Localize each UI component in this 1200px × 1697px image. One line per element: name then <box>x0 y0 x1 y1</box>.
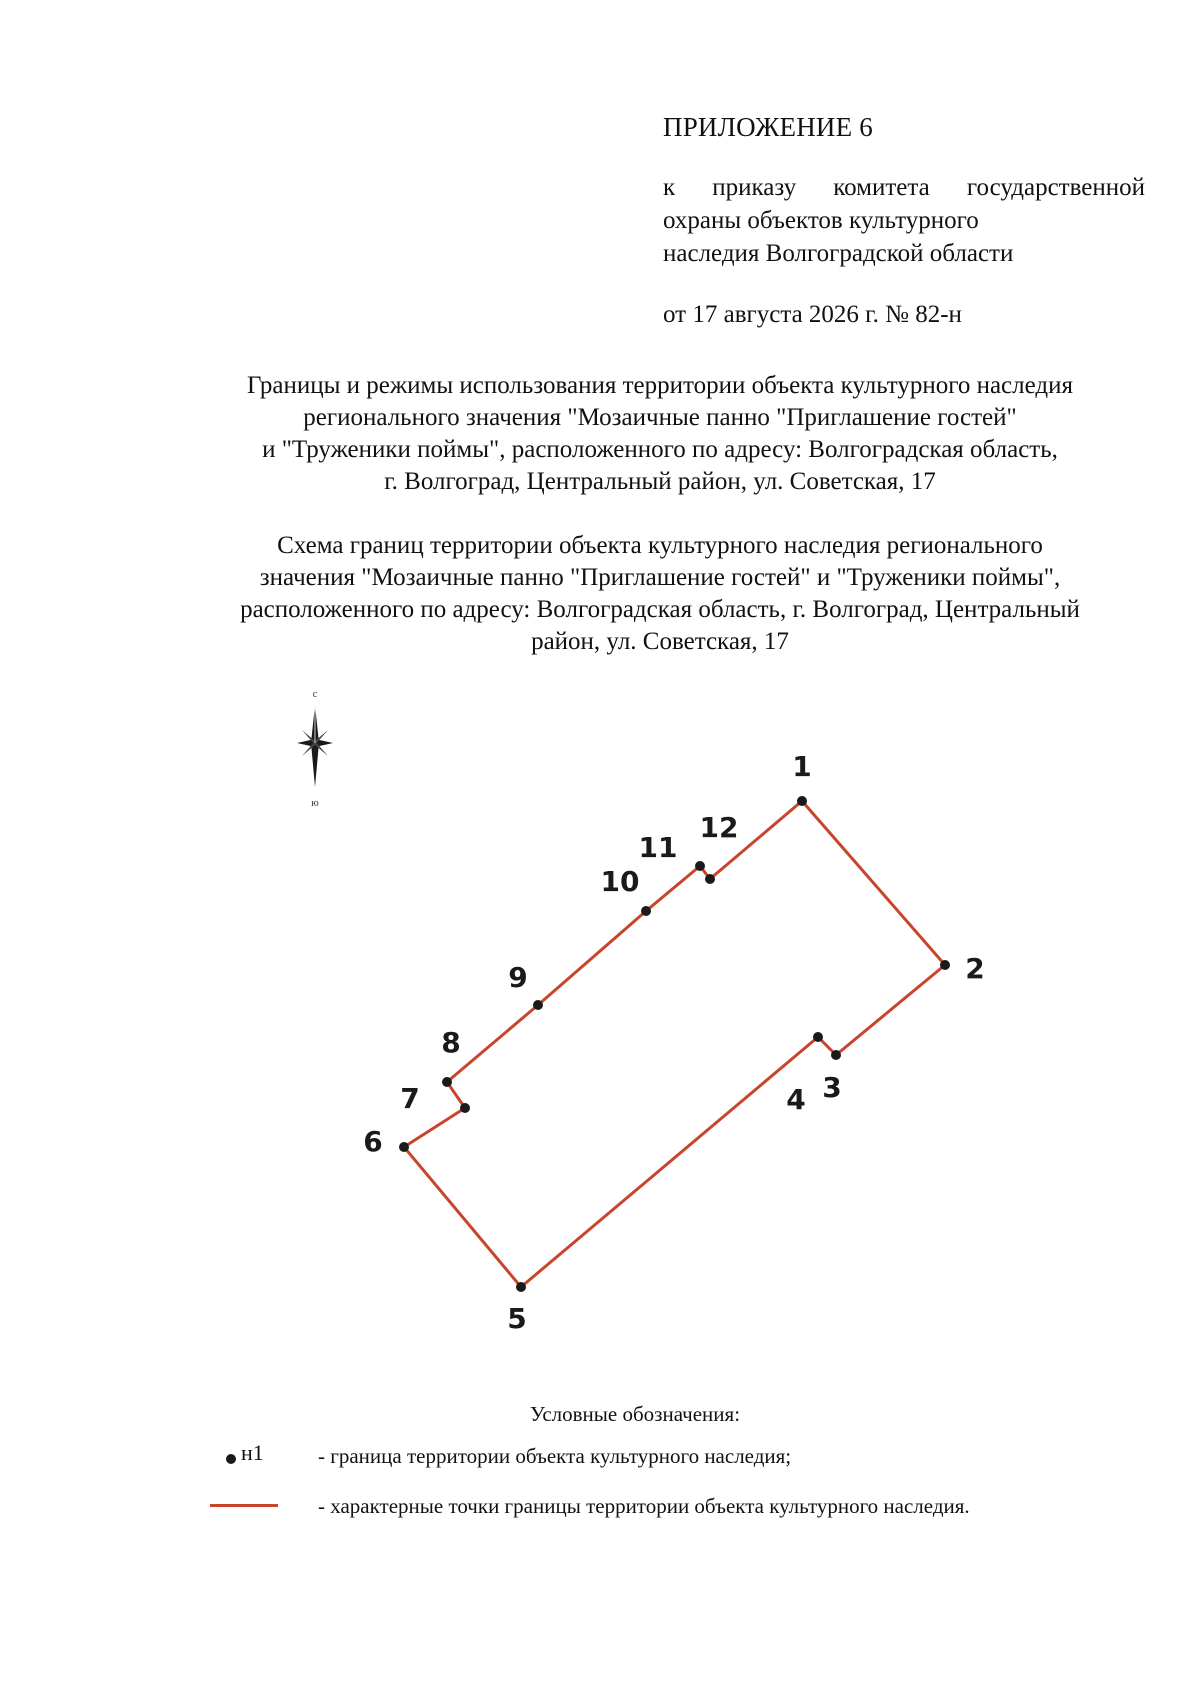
legend-line-symbol <box>210 1490 290 1520</box>
boundary-point-label-11: 11 <box>638 831 678 864</box>
boundary-point-label-1: 1 <box>792 750 812 783</box>
boundary-point-1 <box>797 796 807 806</box>
legend-point-symbol <box>210 1440 290 1470</box>
boundary-point-label-9: 9 <box>508 961 528 994</box>
compass-north-label: с <box>312 689 318 700</box>
boundary-point-9 <box>533 1000 543 1010</box>
boundary-point-7 <box>460 1103 470 1113</box>
heading-line: расположенного по адресу: Волгоградская область, г. Волгоград, Центральный <box>240 596 1080 623</box>
boundary-point-11 <box>695 861 705 871</box>
appendix-title: ПРИЛОЖЕНИЕ 6 <box>663 112 873 142</box>
boundary-point-label-12: 12 <box>699 811 739 844</box>
boundary-point-6 <box>399 1142 409 1152</box>
boundary-points <box>399 796 950 1292</box>
compass-rose-icon <box>297 689 333 809</box>
boundary-point-label-4: 4 <box>786 1083 806 1116</box>
heading-line: Границы и режимы использования территории объекта культурного наследия <box>246 372 1073 399</box>
boundary-point-label-7: 7 <box>400 1082 420 1115</box>
boundary-point-10 <box>641 906 651 916</box>
order-date: от 17 августа 2026 г. № 82-н <box>663 301 962 328</box>
boundary-point-5 <box>516 1282 526 1292</box>
heading-line: район, ул. Советская, 17 <box>531 628 789 655</box>
boundary-point-2 <box>940 960 950 970</box>
order-ref-line: к приказу комитета государственной <box>663 174 1145 201</box>
boundary-point-labels <box>363 750 984 1335</box>
boundary-point-label-10: 10 <box>600 865 640 898</box>
boundary-point-3 <box>831 1050 841 1060</box>
boundary-point-label-3: 3 <box>822 1071 842 1104</box>
boundary-line-icon <box>210 1504 278 1507</box>
point-marker-icon <box>226 1454 236 1464</box>
legend-line-row <box>210 1490 1170 1524</box>
boundary-point-8 <box>442 1077 452 1087</box>
boundary-point-12 <box>705 874 715 884</box>
heading-line: значения "Мозаичные панно "Приглашение гостей" и "Труженики поймы", <box>259 564 1061 591</box>
heading-line: регионального значения "Мозаичные панно "Приглашение гостей" <box>303 404 1017 431</box>
compass-south-label: ю <box>311 798 319 809</box>
legend-point-row <box>210 1440 1170 1474</box>
boundary-point-4 <box>813 1032 823 1042</box>
heading-line: г. Волгоград, Центральный район, ул. Советская, 17 <box>384 468 936 495</box>
boundary-point-label-8: 8 <box>441 1026 461 1059</box>
boundary-point-label-6: 6 <box>363 1125 383 1158</box>
legend-title: Условные обозначения: <box>530 1402 741 1426</box>
territory-boundary-line <box>404 801 945 1287</box>
legend-point-text: - граница территории объекта культурного наследия; <box>318 1444 792 1468</box>
heading-line: Схема границ территории объекта культурного наследия регионального <box>277 532 1043 559</box>
heading-line: и "Труженики поймы", расположенного по адресу: Волгоградская область, <box>262 436 1058 463</box>
order-ref-line: наследия Волгоградской области <box>663 240 1014 267</box>
boundary-point-label-5: 5 <box>507 1302 527 1335</box>
boundary-point-label-2: 2 <box>965 952 985 985</box>
order-ref-line: охраны объектов культурного <box>663 207 979 234</box>
legend-point-label: н1 <box>241 1440 264 1465</box>
legend-line-text: - характерные точки границы территории объекта культурного наследия. <box>318 1494 970 1518</box>
